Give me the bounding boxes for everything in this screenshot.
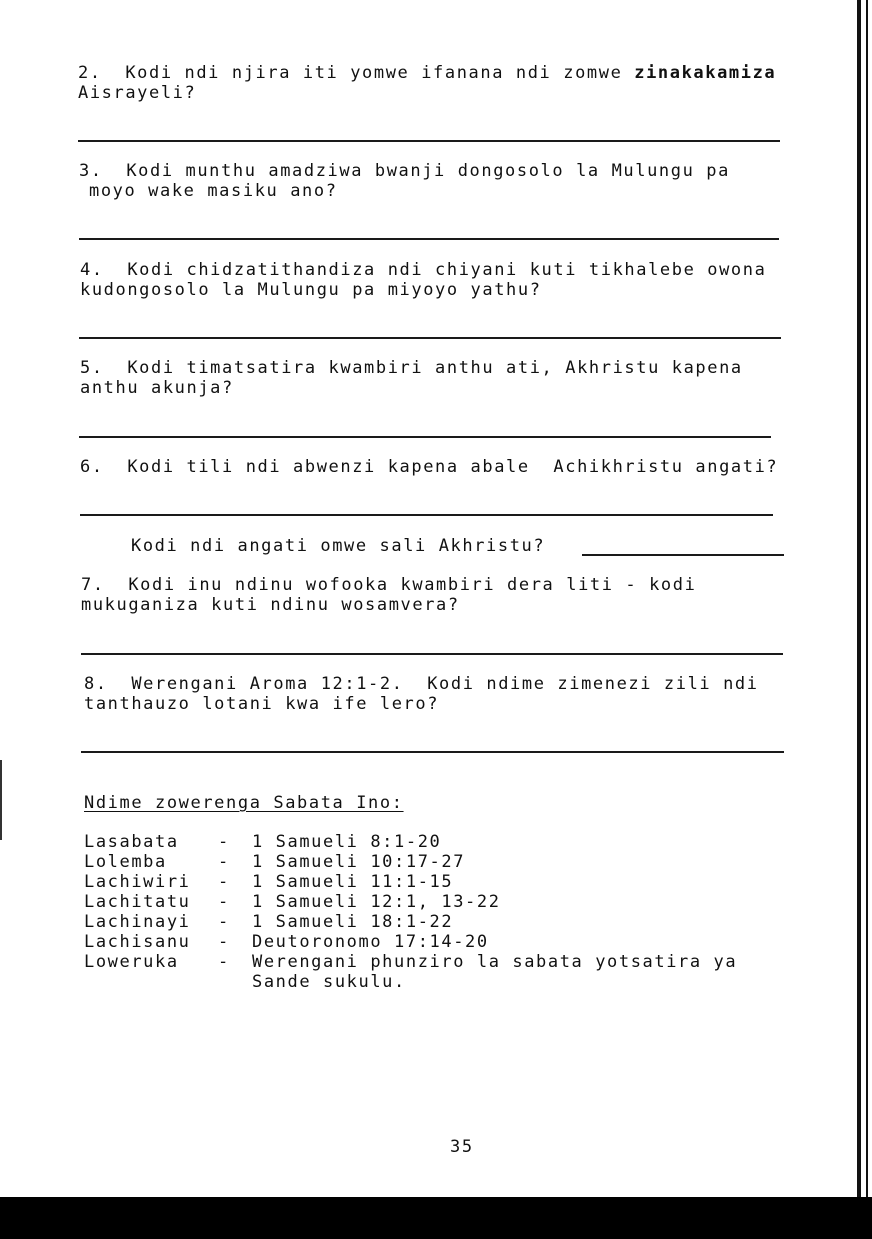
scan-left-mark	[0, 760, 2, 840]
reading-dash: -	[218, 892, 230, 912]
question-2-line-1: 2. Kodi ndi njira iti yomwe ifanana ndi zomwe zinakakamiza	[78, 63, 777, 83]
answer-line-6b[interactable]	[582, 554, 784, 556]
question-6b-line-1: Kodi ndi angati omwe sali Akhristu?	[131, 536, 546, 556]
answer-line-4[interactable]	[79, 337, 781, 339]
reading-row	[84, 832, 737, 852]
reading-row	[84, 872, 737, 892]
reading-row	[84, 912, 737, 932]
answer-line-5[interactable]	[79, 436, 771, 438]
question-4-line-2: kudongosolo la Mulungu pa miyoyo yathu?	[80, 280, 542, 300]
reading-heading: Ndime zowerenga Sabata Ino:	[84, 793, 404, 813]
answer-line-8[interactable]	[81, 751, 784, 753]
reading-ref: Werengani phunziro la sabata yotsatira ya Sande sukulu.	[252, 952, 738, 992]
answer-line-3[interactable]	[79, 238, 779, 240]
answer-line-2[interactable]	[78, 140, 780, 142]
reading-dash: -	[218, 932, 230, 952]
question-7-line-1: 7. Kodi inu ndinu wofooka kwambiri dera liti - kodi	[81, 575, 697, 595]
reading-list	[84, 832, 737, 992]
reading-day: Lasabata	[84, 832, 179, 852]
reading-dash: -	[218, 872, 230, 892]
scan-edge-shadow	[857, 0, 861, 1197]
reading-day: Lachinayi	[84, 912, 191, 932]
reading-ref: 1 Samueli 10:17-27	[252, 852, 466, 872]
reading-dash: -	[218, 832, 230, 852]
question-3-line-1: 3. Kodi munthu amadziwa bwanji dongosolo la Mulungu pa	[79, 161, 730, 181]
reading-dash: -	[218, 852, 230, 872]
reading-row	[84, 892, 737, 912]
reading-ref: 1 Samueli 11:1-15	[252, 872, 454, 892]
question-5-line-1: 5. Kodi timatsatira kwambiri anthu ati, Akhristu kapena	[80, 358, 743, 378]
scan-bottom-band	[0, 1197, 872, 1239]
reading-day: Lachisanu	[84, 932, 191, 952]
reading-dash: -	[218, 952, 230, 972]
question-7-line-2: mukuganiza kuti ndinu wosamvera?	[81, 595, 460, 615]
question-8-line-1: 8. Werengani Aroma 12:1-2. Kodi ndime zimenezi zili ndi	[84, 674, 759, 694]
reading-ref: Deutoronomo 17:14-20	[252, 932, 489, 952]
reading-day: Lolemba	[84, 852, 167, 872]
reading-row	[84, 932, 737, 952]
question-2-line-2: Aisrayeli?	[78, 83, 197, 103]
reading-dash: -	[218, 912, 230, 932]
reading-day: Lachitatu	[84, 892, 191, 912]
reading-ref: 1 Samueli 18:1-22	[252, 912, 454, 932]
reading-day: Loweruka	[84, 952, 179, 972]
question-6-line-1: 6. Kodi tili ndi abwenzi kapena abale Achikhristu angati?	[80, 457, 779, 477]
question-8-line-2: tanthauzo lotani kwa ife lero?	[84, 694, 440, 714]
reading-ref: 1 Samueli 8:1-20	[252, 832, 442, 852]
page-number: 35	[450, 1137, 474, 1157]
question-4-line-1: 4. Kodi chidzatithandiza ndi chiyani kuti tikhalebe owona	[80, 260, 767, 280]
answer-line-6[interactable]	[80, 514, 773, 516]
question-5-line-2: anthu akunja?	[80, 378, 234, 398]
reading-row	[84, 952, 737, 992]
question-3-line-2: moyo wake masiku ano?	[89, 181, 338, 201]
reading-day: Lachiwiri	[84, 872, 191, 892]
scan-edge-line	[866, 0, 868, 1197]
answer-line-7[interactable]	[81, 653, 783, 655]
reading-ref: 1 Samueli 12:1, 13-22	[252, 892, 501, 912]
reading-row	[84, 852, 737, 872]
